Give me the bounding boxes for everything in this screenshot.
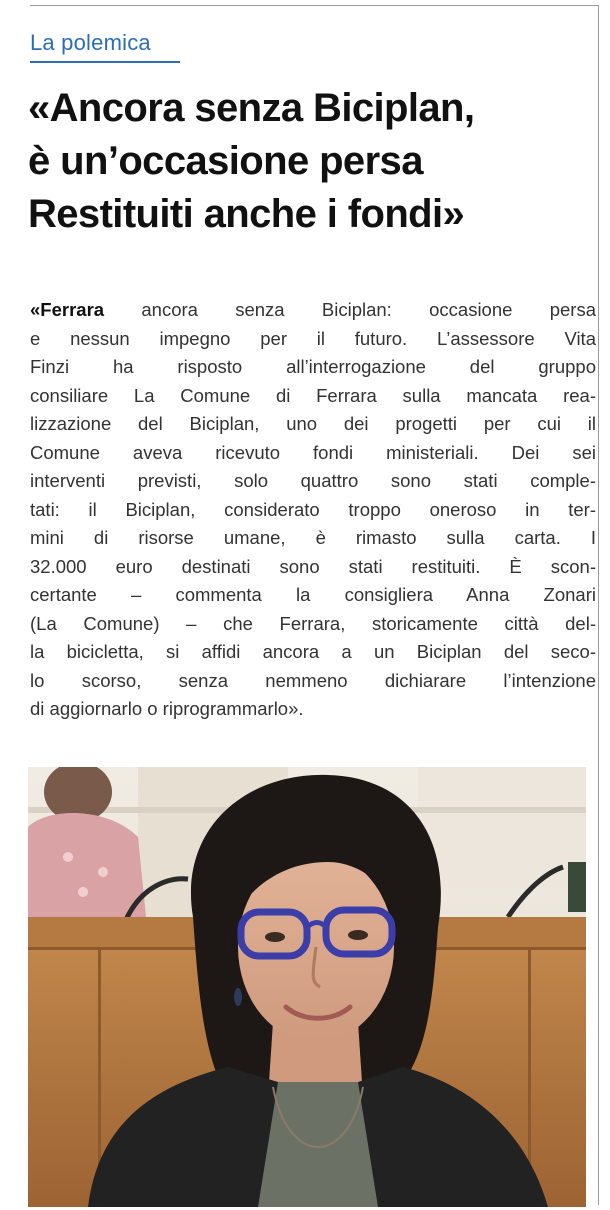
article-line: 32.000 euro destinati sono stati restituiti. È scon- [30,555,596,577]
headline [28,82,598,241]
article-line: la bicicletta, si affidi ancora a un Biciplan del seco- [30,641,596,662]
article-line: consiliare La Comune di Ferrara sulla mancata rea- [30,384,596,406]
article-line: mini di risorse umane, è rimasto sulla carta. I [30,527,596,548]
article-line: di aggiornarlo o riprogrammarlo». [30,698,304,719]
article-line: certante – commenta la consigliera Anna Zonari [30,584,596,605]
article-line: tati: il Biciplan, considerato troppo oneroso in ter- [30,498,596,520]
section-kicker: La polemica [30,30,151,55]
article-line: (La Comune) – che Ferrara, storicamente città del- [30,612,596,634]
article-body [30,296,596,724]
article-line: e nessun impegno per il futuro. L’assessore Vita [30,327,596,349]
article-line: interventi previsti, solo quattro sono stati comple- [30,470,596,491]
article-line-rest: ancora senza Biciplan: occasione persa [104,299,596,320]
article-line [30,296,596,325]
column-rule [598,5,599,1205]
kicker-underline [30,61,180,63]
headline-line: è un’occasione persa [28,139,423,183]
top-rule [30,5,598,6]
article-line: Comune aveva ricevuto fondi ministeriali. Dei sei [30,441,596,463]
portrait-photo [28,767,586,1207]
article-line: lo scorso, senza nemmeno dichiarare l’intenzione [30,669,596,691]
headline-line: «Ancora senza Biciplan, [28,86,475,130]
article-line: Finzi ha risposto all’interrogazione del gruppo [30,356,596,377]
article-lead: «Ferrara [30,299,105,320]
portrait-illustration [28,767,586,1207]
headline-line: Restituiti anche i fondi» [28,192,465,236]
article-line: lizzazione del Biciplan, uno dei progetti per cui il [30,413,596,434]
